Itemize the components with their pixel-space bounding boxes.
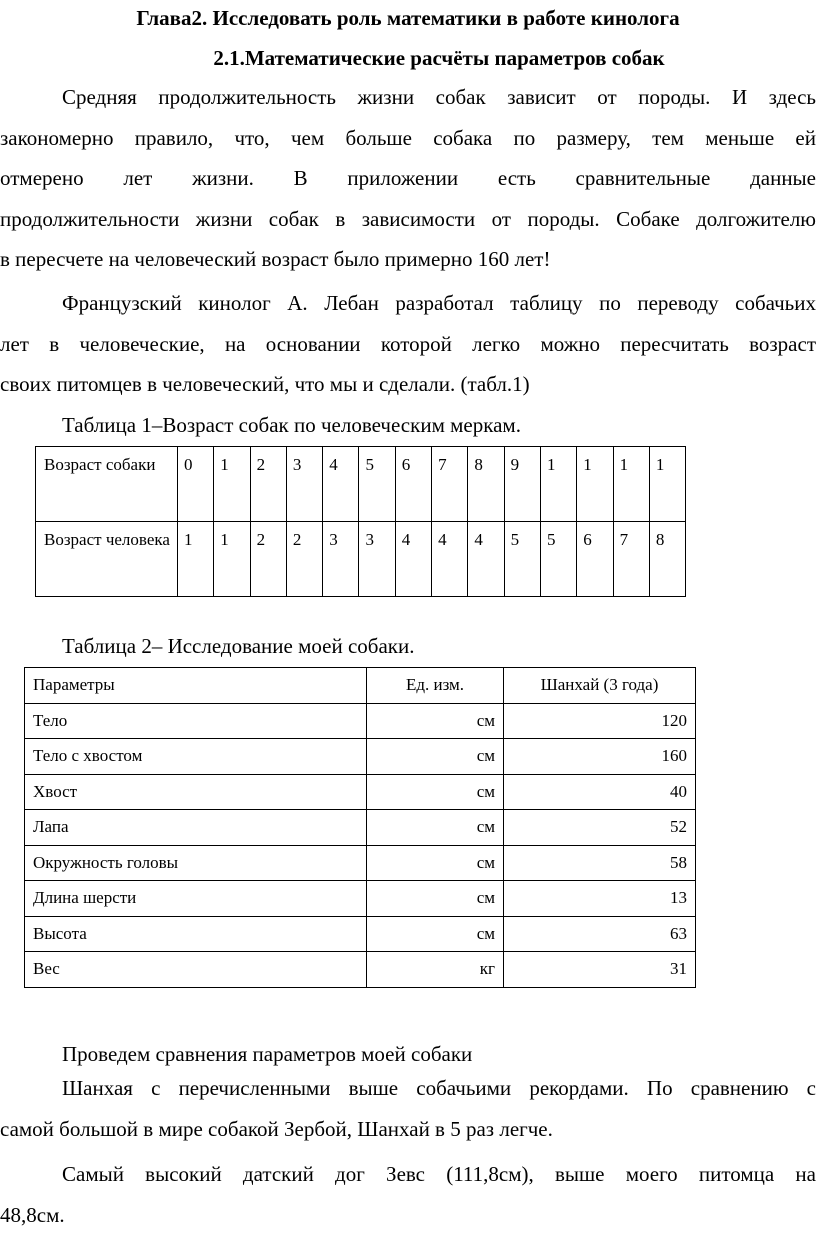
- param-cell: Тело с хвостом: [25, 739, 367, 775]
- paragraph-line: закономерно правило, что, чем больше собака по размеру, тем меньше ей: [0, 125, 816, 150]
- paragraph-line: Средняя продолжительность жизни собак зависит от породы. И здесь: [62, 85, 816, 109]
- table-row: [25, 845, 696, 881]
- dog-age-cell: 4: [323, 447, 359, 522]
- value-cell: 13: [504, 881, 696, 917]
- dog-age-cell: 7: [432, 447, 468, 522]
- unit-cell: см: [367, 739, 504, 775]
- paragraph-leban-table: [0, 283, 816, 405]
- dog-parameters-table: [24, 667, 696, 988]
- human-age-cell: 5: [540, 522, 576, 597]
- value-cell: 40: [504, 774, 696, 810]
- dog-age-cell: 1: [649, 447, 685, 522]
- human-age-cell: 6: [577, 522, 613, 597]
- section-title: 2.1.Математические расчёты параметров собак: [213, 46, 665, 70]
- value-cell: 160: [504, 739, 696, 775]
- dog-age-cell: 1: [214, 447, 250, 522]
- param-cell: Вес: [25, 952, 367, 988]
- row-label-human-age: Возраст человека: [36, 522, 178, 597]
- human-age-cell: 5: [504, 522, 540, 597]
- human-age-cell: 4: [432, 522, 468, 597]
- paragraph-life-expectancy: [0, 77, 816, 280]
- dog-age-cell: 5: [359, 447, 395, 522]
- human-age-cell: 2: [286, 522, 322, 597]
- human-age-cell: 7: [613, 522, 649, 597]
- human-age-cell: 2: [250, 522, 286, 597]
- paragraph-line: 48,8см.: [0, 1202, 65, 1227]
- table-row: [25, 739, 696, 775]
- paragraph-line: отмерено лет жизни. В приложении есть сравнительные данные: [0, 166, 816, 190]
- dog-age-cell: 1: [540, 447, 576, 522]
- table-row: [36, 447, 686, 522]
- table-row: [36, 522, 686, 597]
- human-age-cell: 4: [395, 522, 431, 597]
- paragraph-line: в пересчете на человеческий возраст было примерно 160 лет!: [0, 247, 551, 271]
- paragraph-line: продолжительности жизни собак в зависимости от породы. Собаке долгожителю: [0, 206, 816, 231]
- table-row: [25, 774, 696, 810]
- param-cell: Тело: [25, 703, 367, 739]
- dog-age-cell: 8: [468, 447, 504, 522]
- value-cell: 63: [504, 916, 696, 952]
- human-age-cell: 3: [359, 522, 395, 597]
- dog-age-cell: 2: [250, 447, 286, 522]
- dog-age-cell: 6: [395, 447, 431, 522]
- unit-cell: см: [367, 703, 504, 739]
- param-cell: Лапа: [25, 810, 367, 846]
- unit-cell: см: [367, 810, 504, 846]
- column-header: Ед. изм.: [367, 668, 504, 704]
- table-row: [25, 952, 696, 988]
- human-age-cell: 4: [468, 522, 504, 597]
- paragraph-zeus: [0, 1154, 816, 1235]
- human-age-cell: 1: [178, 522, 214, 597]
- param-cell: Высота: [25, 916, 367, 952]
- dog-age-table: [35, 446, 686, 597]
- column-header: Шанхай (3 года): [504, 668, 696, 704]
- human-age-cell: 8: [649, 522, 685, 597]
- value-cell: 31: [504, 952, 696, 988]
- value-cell: 120: [504, 703, 696, 739]
- unit-cell: кг: [367, 952, 504, 988]
- table-header-row: [25, 668, 696, 704]
- table2-caption: Таблица 2– Исследование моей собаки.: [62, 634, 415, 658]
- unit-cell: см: [367, 916, 504, 952]
- row-label-dog-age: Возраст собаки: [36, 447, 178, 522]
- table-row: [25, 703, 696, 739]
- paragraph-line: Шанхая с перечисленными выше собачьими рекордами. По сравнению с: [62, 1076, 816, 1100]
- table1-caption: Таблица 1–Возраст собак по человеческим меркам.: [62, 413, 521, 437]
- paragraph-line: лет в человеческие, на основании которой легко можно пересчитать возраст: [0, 331, 816, 356]
- unit-cell: см: [367, 881, 504, 917]
- paragraph-records: [0, 1068, 816, 1149]
- param-cell: Окружность головы: [25, 845, 367, 881]
- unit-cell: см: [367, 774, 504, 810]
- dog-age-cell: 3: [286, 447, 322, 522]
- paragraph-comparison-intro: Проведем сравнения параметров моей собаки: [62, 1042, 473, 1066]
- paragraph-line: Самый высокий датский дог Зевс (111,8см), выше моего питомца на: [62, 1162, 816, 1186]
- dog-age-cell: 1: [613, 447, 649, 522]
- param-cell: Хвост: [25, 774, 367, 810]
- paragraph-line: самой большой в мире собакой Зербой, Шанхай в 5 раз легче.: [0, 1116, 553, 1141]
- human-age-cell: 3: [323, 522, 359, 597]
- human-age-cell: 1: [214, 522, 250, 597]
- param-cell: Длина шерсти: [25, 881, 367, 917]
- dog-age-cell: 1: [577, 447, 613, 522]
- unit-cell: см: [367, 845, 504, 881]
- table-row: [25, 881, 696, 917]
- value-cell: 58: [504, 845, 696, 881]
- value-cell: 52: [504, 810, 696, 846]
- column-header: Параметры: [25, 668, 367, 704]
- paragraph-line: своих питомцев в человеческий, что мы и сделали. (табл.1): [0, 372, 530, 396]
- table-row: [25, 810, 696, 846]
- dog-age-cell: 9: [504, 447, 540, 522]
- dog-age-cell: 0: [178, 447, 214, 522]
- chapter-title: Глава2. Исследовать роль математики в работе кинолога: [136, 6, 680, 30]
- paragraph-line: Французский кинолог А. Лебан разработал таблицу по переводу собачьих: [62, 291, 816, 315]
- table-row: [25, 916, 696, 952]
